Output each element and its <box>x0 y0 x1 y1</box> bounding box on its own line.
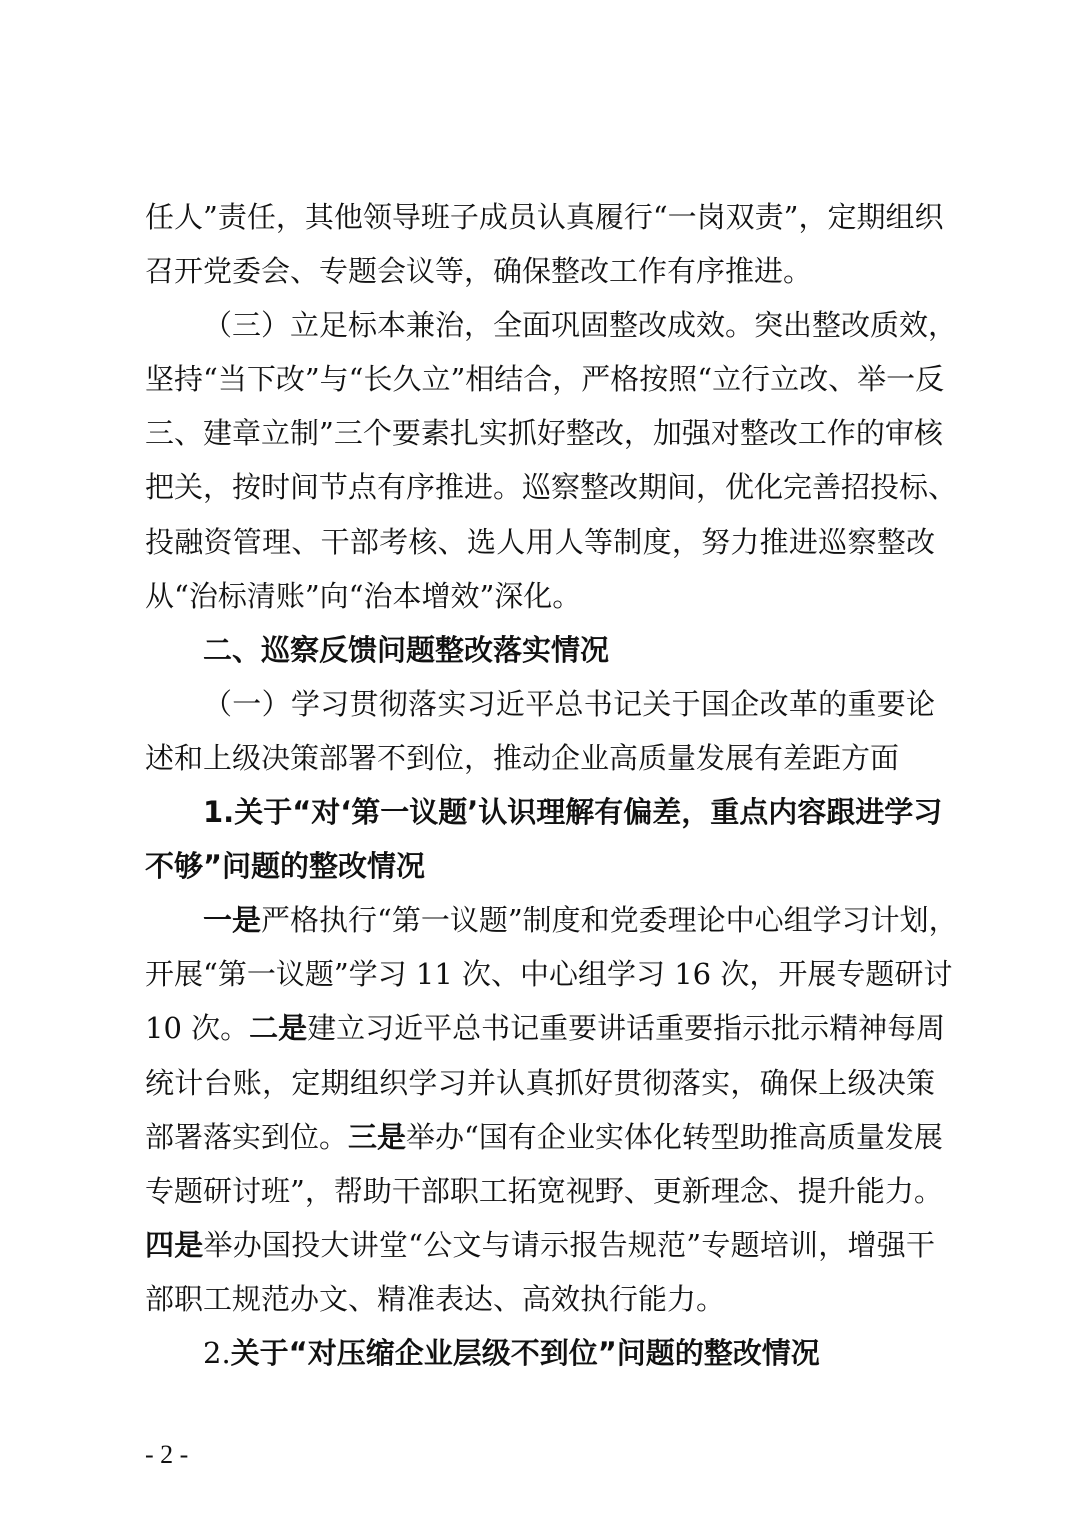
line-text: 部职工规范办文、精准表达、高效执行能力。 <box>145 1281 726 1316</box>
point-lead: 一是 <box>203 903 262 938</box>
paragraph-line <box>145 1272 935 1326</box>
document-body <box>145 190 958 1380</box>
paragraph-line <box>145 1110 943 1164</box>
paragraph-line <box>145 406 943 460</box>
line-text: 三、建章立制”三个要素扎实抓好整改，加强对整改工作的审核 <box>145 416 943 451</box>
page-number: - 2 - <box>145 1440 189 1469</box>
paragraph-line <box>145 352 945 406</box>
item-heading <box>145 785 943 839</box>
line-text: 从“治标清账”向“治本增效”深化。 <box>145 578 582 613</box>
paragraph-line <box>145 893 958 947</box>
line-text: 开展“第一议题”学习 11 次、中心组学习 16 次，开展专题研讨 <box>145 957 953 992</box>
item-heading <box>145 839 935 893</box>
item-heading <box>145 1326 935 1380</box>
line-text: 举办国投大讲堂“公文与请示报告规范”专题培训，增强干 <box>203 1227 935 1262</box>
paragraph-line <box>145 1164 943 1218</box>
paragraph-line <box>145 569 935 623</box>
line-text: 投融资管理、干部考核、选人用人等制度，努力推进巡察整改 <box>145 524 935 559</box>
paragraph-line <box>145 947 953 1001</box>
subsection-heading <box>145 731 935 785</box>
line-text: 专题研讨班”，帮助干部职工拓宽视野、更新理念、提升能力。 <box>145 1173 943 1208</box>
line-text: 10 次。 <box>145 1011 250 1046</box>
line-text: 统计台账，定期组织学习并认真抓好贯彻落实，确保上级决策 <box>145 1065 935 1100</box>
point-lead: 二是 <box>249 1011 308 1046</box>
line-text: 突出整改质效， <box>754 308 958 343</box>
subsection-heading-text: （一）学习贯彻落实习近平总书记关于国企改革的重要论 <box>203 686 935 721</box>
paragraph-line <box>145 515 935 569</box>
paragraph-line <box>145 244 935 298</box>
paragraph-line <box>145 460 958 514</box>
item-heading-text: 关于“对压缩企业层级不到位”问题的整改情况 <box>230 1335 820 1370</box>
paragraph-line <box>145 190 944 244</box>
point-lead: 四是 <box>145 1227 204 1262</box>
line-text: 举办“国有企业实体化转型助推高质量发展 <box>406 1119 943 1154</box>
paragraph-line <box>145 1001 946 1055</box>
line-text: 建立习近平总书记重要讲话重要指示批示精神每周 <box>307 1011 946 1046</box>
section-heading-text: 二、巡察反馈问题整改落实情况 <box>203 632 610 667</box>
item-heading-text: 1.关于“对‘第一议题’认识理解有偏差，重点内容跟进学习 <box>203 795 943 830</box>
line-text: 坚持“当下改”与“长久立”相结合，严格按照“立行立改、举一反 <box>145 362 945 397</box>
line-text: 任人”责任，其他领导班子成员认真履行“一岗双责”，定期组织 <box>145 200 944 234</box>
point-lead: 三是 <box>348 1119 407 1154</box>
line-text: 把关，按时间节点有序推进。巡察整改期间，优化完善招投标、 <box>145 470 958 505</box>
line-text: 召开党委会、专题会议等，确保整改工作有序推进。 <box>145 254 813 289</box>
section-heading <box>145 623 935 677</box>
subheading-three: （三）立足标本兼治，全面巩固整改成效。 <box>203 308 755 343</box>
paragraph-line <box>145 1218 935 1272</box>
subsection-heading <box>145 677 935 731</box>
subsection-heading-text: 述和上级决策部署不到位，推动企业高质量发展有差距方面 <box>145 740 900 775</box>
item-number: 2. <box>203 1335 231 1370</box>
paragraph-line <box>145 298 958 352</box>
item-heading-text: 不够”问题的整改情况 <box>145 849 426 884</box>
line-text: 部署落实到位。 <box>145 1119 349 1154</box>
paragraph-line <box>145 1056 935 1110</box>
line-text: 严格执行“第一议题”制度和党委理论中心组学习计划， <box>261 903 958 938</box>
